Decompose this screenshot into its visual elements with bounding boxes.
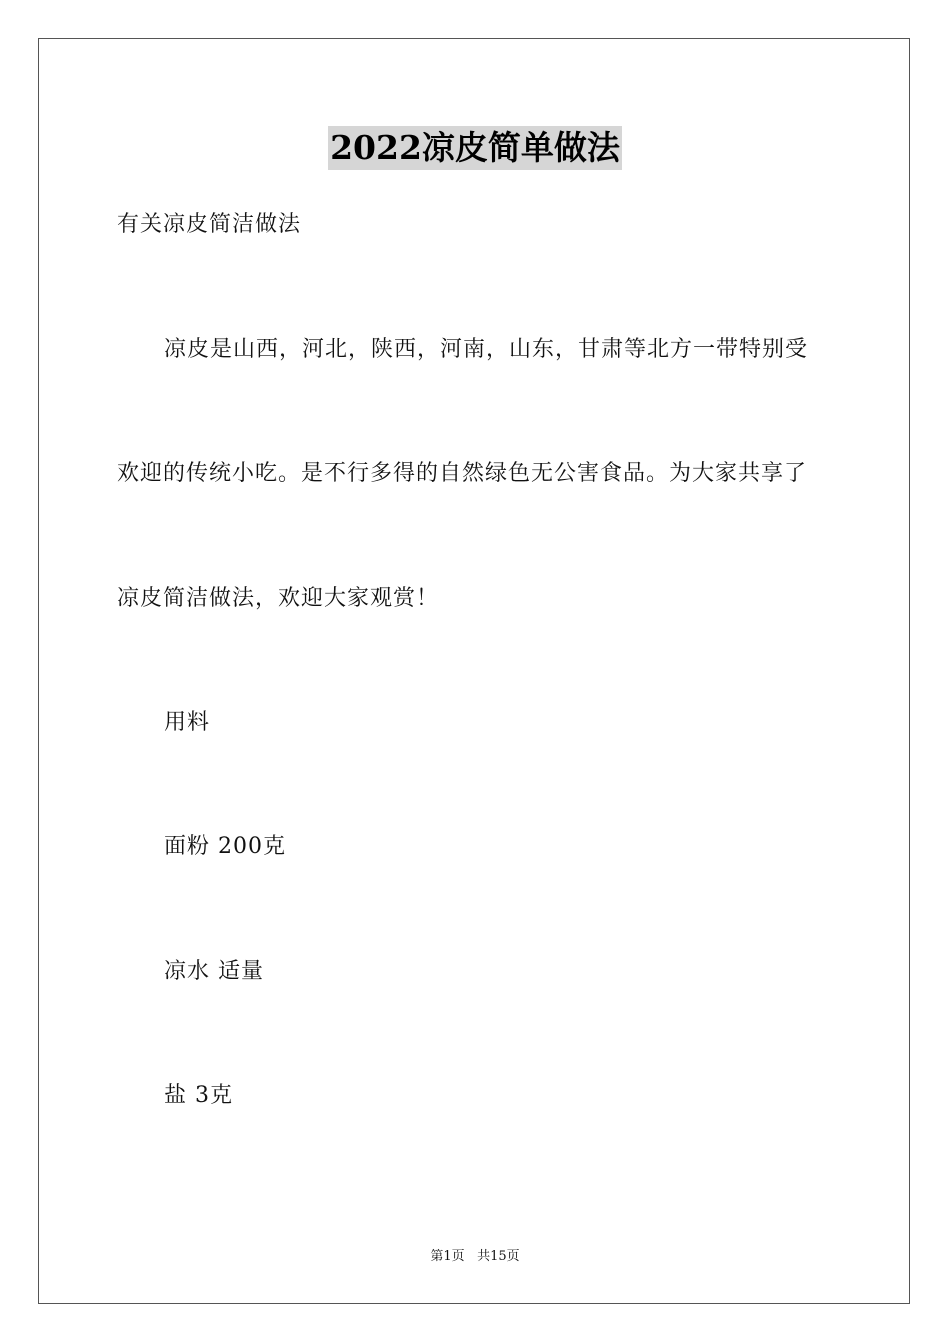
ingredient-item: 面粉 200克 (164, 834, 286, 859)
paragraph-line-2: 欢迎的传统小吃。是不行多得的自然绿色无公害食品。为大家共享了 (117, 461, 808, 486)
document-title: 2022凉皮简单做法 (328, 126, 622, 170)
ingredient-item: 凉水 适量 (164, 959, 264, 984)
page-total: 共15页 (477, 1249, 520, 1264)
page-footer (0, 1248, 950, 1266)
page-number: 第1页 (430, 1249, 465, 1264)
document-subtitle: 有关凉皮简洁做法 (117, 212, 302, 237)
title-container (0, 126, 950, 170)
paragraph-line-3: 凉皮简洁做法，欢迎大家观赏！ (117, 586, 440, 611)
ingredients-heading: 用料 (164, 710, 211, 735)
ingredient-item: 盐 3克 (164, 1083, 233, 1108)
paragraph-line-1: 凉皮是山西，河北，陕西，河南，山东，甘肃等北方一带特别受 (164, 337, 809, 362)
